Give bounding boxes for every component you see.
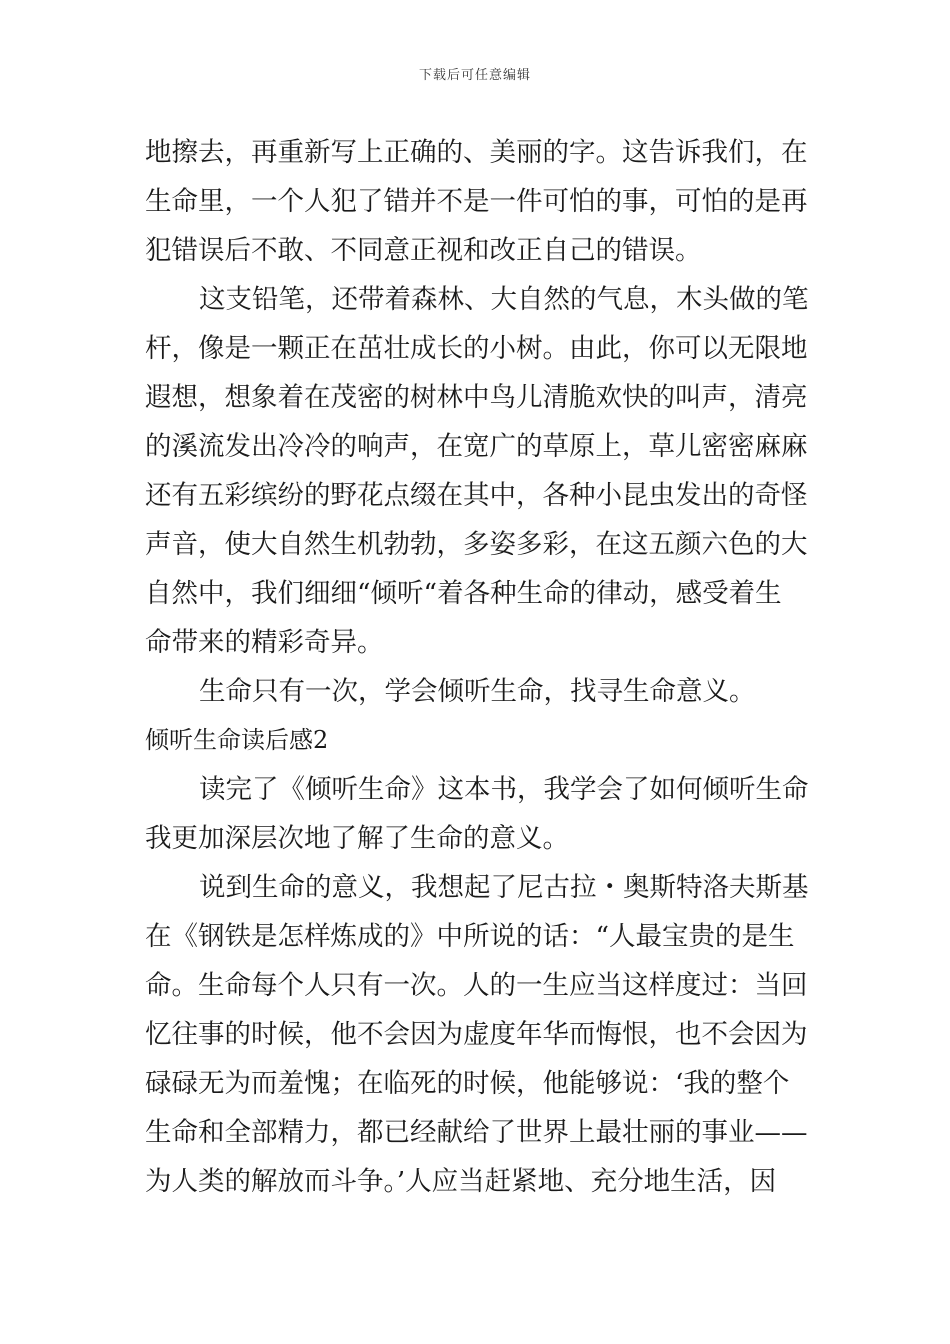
text-line: 生命里，一个人犯了错并不是一件可怕的事，可怕的是再 [145,186,808,217]
page-header: 下载后可任意编辑 [418,68,531,83]
text-line: 犯错误后不敢、不同意正视和改正自己的错误。 [145,235,702,266]
section-heading: 倾听生命读后感2 [145,726,329,754]
text-line: 这支铅笔，还带着森林、大自然的气息，木头做的笔 [199,284,809,315]
text-line: 自然中，我们细细“倾听“着各种生命的律动，感受着生 [145,578,782,609]
text-line: 命带来的精彩奇异。 [145,627,384,658]
text-line: 生命和全部精力，都已经献给了世界上最壮丽的事业—— [145,1117,808,1148]
text-line: 读完了《倾听生命》这本书，我学会了如何倾听生命 [199,774,809,805]
text-line: 的溪流发出冷冷的响声，在宽广的草原上，草儿密密麻麻 [145,431,808,462]
text-line: 声音，使大自然生机勃勃，多姿多彩，在这五颜六色的大 [145,529,808,560]
text-line: 地擦去，再重新写上正确的、美丽的字。这告诉我们，在 [145,137,808,168]
text-line: 命。生命每个人只有一次。人的一生应当这样度过：当回 [145,970,808,1001]
text-line: 还有五彩缤纷的野花点缀在其中，各种小昆虫发出的奇怪 [145,480,808,511]
text-line: 忆往事的时候，他不会因为虚度年华而悔恨，也不会因为 [145,1019,808,1050]
text-line: 碌碌无为而羞愧；在临死的时候，他能够说：‘我的整个 [145,1068,790,1099]
document-body [145,128,810,1206]
text-line: 在《钢铁是怎样炼成的》中所说的话：“人最宝贵的是生 [145,921,795,952]
text-line: 为人类的解放而斗争。’人应当赶紧地、充分地生活，因 [145,1166,777,1197]
text-line: 遐想，想象着在茂密的树林中鸟儿清脆欢快的叫声，清亮 [145,382,808,413]
text-line: 说到生命的意义，我想起了尼古拉・奥斯特洛夫斯基 [199,872,809,903]
text-line: 杆，像是一颗正在茁壮成长的小树。由此，你可以无限地 [145,333,808,364]
text-line: 生命只有一次，学会倾听生命，找寻生命意义。 [199,676,756,707]
text-line: 我更加深层次地了解了生命的意义。 [145,823,569,854]
